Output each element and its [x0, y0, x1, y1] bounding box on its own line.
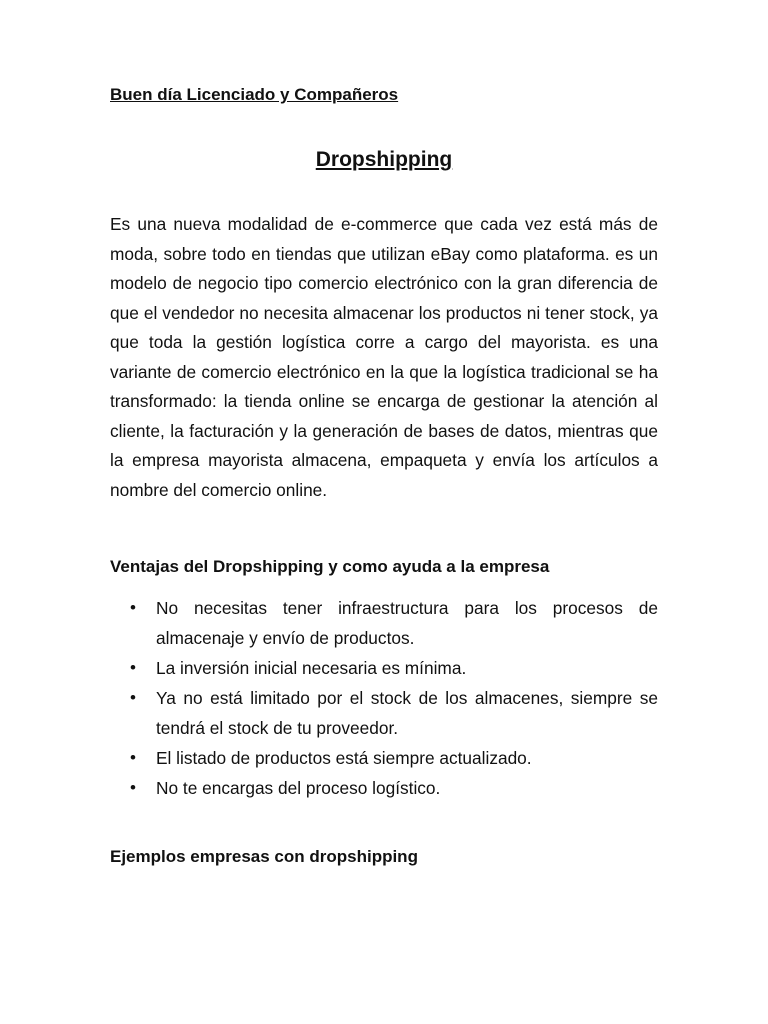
examples-heading: Ejemplos empresas con dropshipping	[110, 847, 418, 866]
list-item-text: Ya no está limitado por el stock de los almacenes, siempre se tendrá el stock de tu proveedor.	[156, 688, 658, 738]
list-item-text: No te encargas del proceso logístico.	[156, 778, 441, 798]
list-item	[110, 743, 658, 773]
bullet-icon: •	[130, 778, 136, 797]
list-item	[110, 683, 658, 743]
list-item	[110, 773, 658, 803]
list-item-text: No necesitas tener infraestructura para los procesos de almacenaje y envío de productos.	[156, 598, 658, 648]
bullet-icon: •	[130, 688, 136, 707]
bullet-icon: •	[130, 598, 136, 617]
intro-paragraph: Es una nueva modalidad de e-commerce que cada vez está más de moda, sobre todo en tiendas que utilizan eBay como plataforma. es un modelo de negocio tipo comercio electrónico con la gran diferencia de que el vendedor no necesita almacenar los productos ni tener stock, ya que toda la gestión logística corre a cargo del mayorista. es una variante de comercio electrónico en la que la logística tradicional se ha transformado: la tienda online se encarga de gestionar la atención al cliente, la facturación y la generación de bases de datos, mientras que la empresa mayorista almacena, empaqueta y envía los artículos a nombre del comercio online.	[110, 214, 658, 500]
list-item-text: La inversión inicial necesaria es mínima.	[156, 658, 467, 678]
list-item-text: El listado de productos está siempre actualizado.	[156, 748, 532, 768]
document-title: Dropshipping	[315, 148, 453, 171]
list-item	[110, 593, 658, 653]
bullet-icon: •	[130, 658, 136, 677]
advantages-list	[110, 593, 658, 803]
bullet-icon: •	[130, 748, 136, 767]
list-item	[110, 653, 658, 683]
advantages-heading: Ventajas del Dropshipping y como ayuda a la empresa	[110, 557, 550, 576]
greeting-line: Buen día Licenciado y Compañeros	[110, 85, 399, 104]
